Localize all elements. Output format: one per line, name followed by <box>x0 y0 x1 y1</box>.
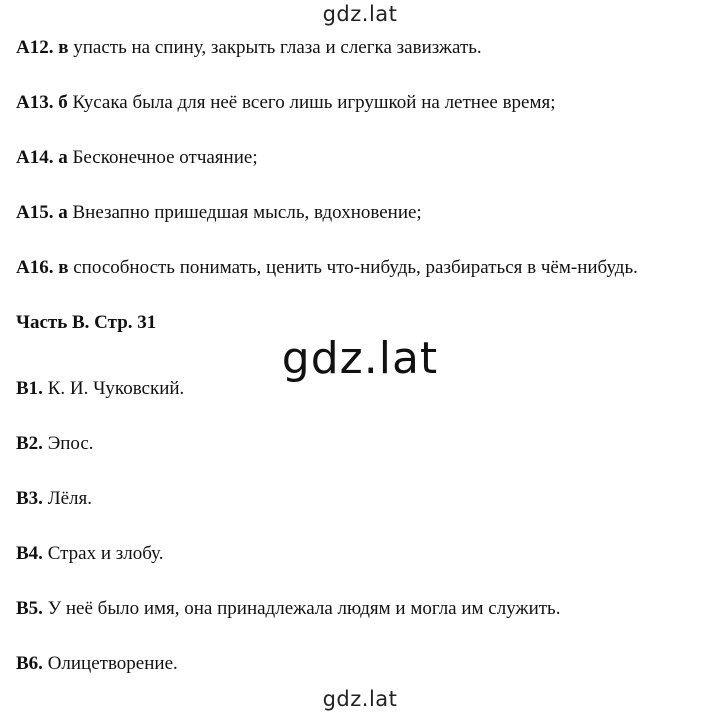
answer-label: В3. <box>16 488 43 509</box>
watermark-middle: gdz.lat <box>281 333 439 384</box>
answer-b5 <box>16 597 560 621</box>
answer-text: Кусака была для неё всего лишь игрушкой на летнее время; <box>72 92 556 113</box>
answer-text: Эпос. <box>47 433 94 454</box>
answer-letter: а <box>58 202 68 223</box>
answer-label: А15. <box>16 202 54 223</box>
answer-text: Внезапно пришедшая мысль, вдохновение; <box>72 202 422 223</box>
answer-label: А12. <box>16 37 54 58</box>
answer-letter: в <box>58 37 69 58</box>
answer-text: упасть на спину, закрыть глаза и слегка завизжать. <box>73 37 482 58</box>
answer-b6 <box>16 652 178 676</box>
answer-label: В4. <box>16 543 43 564</box>
answer-b1 <box>16 377 184 401</box>
answer-label: А13. <box>16 92 54 113</box>
answer-label: В6. <box>16 653 43 674</box>
answer-b3 <box>16 487 92 511</box>
watermark-top: gdz.lat <box>322 2 398 26</box>
answer-text: Страх и злобу. <box>47 543 164 564</box>
answer-text: способность понимать, ценить что-нибудь, разбираться в чём-нибудь. <box>73 257 638 278</box>
answer-a14 <box>16 146 258 170</box>
answer-b2 <box>16 432 94 456</box>
answer-text: К. И. Чуковский. <box>47 378 185 399</box>
answer-a15 <box>16 201 422 225</box>
answer-label: А16. <box>16 257 54 278</box>
watermark-bottom: gdz.lat <box>322 687 398 711</box>
answer-text: У неё было имя, она принадлежала людям и могла им служить. <box>47 598 561 619</box>
answer-text: Олицетворение. <box>47 653 178 674</box>
answer-a16 <box>16 256 638 280</box>
answer-letter: в <box>58 257 69 278</box>
answer-b4 <box>16 542 164 566</box>
answer-label: В1. <box>16 378 43 399</box>
answer-letter: а <box>58 147 68 168</box>
answer-a12 <box>16 36 482 60</box>
answer-text: Бесконечное отчаяние; <box>72 147 258 168</box>
answer-label: В2. <box>16 433 43 454</box>
answer-letter: б <box>58 92 68 113</box>
answer-label: А14. <box>16 147 54 168</box>
answer-a13 <box>16 91 556 115</box>
answer-label: В5. <box>16 598 43 619</box>
section-heading-part-b: Часть В. Стр. 31 <box>16 312 157 333</box>
answer-text: Лёля. <box>47 488 92 509</box>
